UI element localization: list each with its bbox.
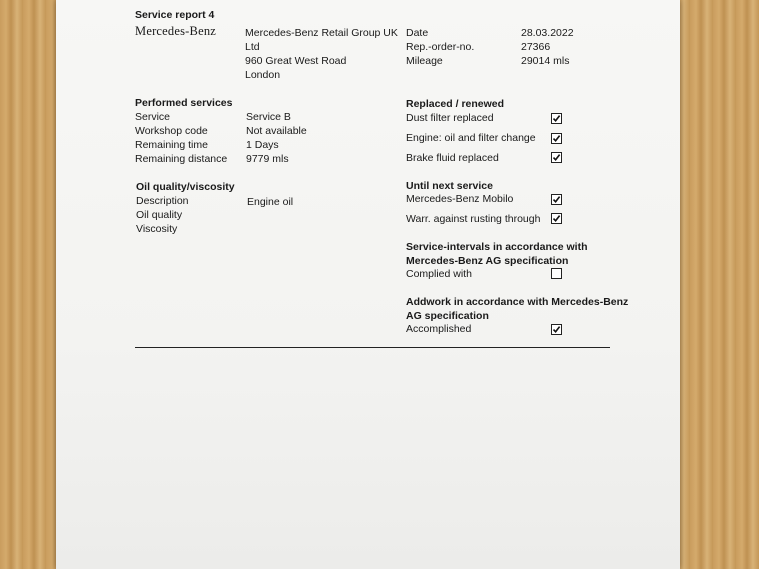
check-icon (552, 214, 561, 223)
oil-label: Viscosity (136, 223, 178, 235)
check-icon (552, 153, 561, 162)
checkbox-checked[interactable] (551, 152, 562, 163)
until-next-item-label: Warr. against rusting through (406, 213, 541, 225)
performed-label: Workshop code (135, 125, 208, 137)
checkbox-checked[interactable] (551, 113, 562, 124)
meta-value-mileage: 29014 mls (521, 55, 570, 67)
meta-value-date: 28.03.2022 (521, 27, 574, 39)
performed-value: Service B (246, 111, 291, 123)
until-next-item-label: Mercedes-Benz Mobilo (406, 193, 514, 205)
brand-logo-text: Mercedes-Benz (135, 24, 217, 38)
oil-heading: Oil quality/viscosity (136, 181, 235, 193)
addwork-heading: AG specification (406, 310, 489, 322)
dealer-line: Mercedes-Benz Retail Group UK (245, 27, 398, 39)
performed-value: Not available (246, 125, 307, 137)
addwork-item-label: Accomplished (406, 323, 472, 335)
replaced-item-label: Brake fluid replaced (406, 152, 499, 164)
oil-label: Description (136, 195, 189, 207)
replaced-item-label: Dust filter replaced (406, 112, 494, 124)
intervals-heading: Mercedes-Benz AG specification (406, 255, 569, 267)
checkbox-unchecked[interactable] (551, 268, 562, 279)
performed-heading: Performed services (135, 97, 233, 109)
check-icon (552, 325, 561, 334)
checkbox-checked[interactable] (551, 194, 562, 205)
performed-value: 9779 mls (246, 153, 289, 165)
check-icon (552, 195, 561, 204)
meta-label-order: Rep.-order-no. (406, 41, 475, 53)
meta-value-order: 27366 (521, 41, 551, 53)
addwork-heading: Addwork in accordance with Mercedes-Benz (406, 296, 629, 308)
dealer-line: London (245, 69, 281, 81)
performed-value: 1 Days (246, 139, 279, 151)
meta-label-mileage: Mileage (406, 55, 443, 67)
dealer-line: 960 Great West Road (245, 55, 347, 67)
intervals-heading: Service-intervals in accordance with (406, 241, 588, 253)
report-title: Service report 4 (135, 9, 215, 21)
until-next-heading: Until next service (406, 180, 493, 192)
dealer-line: Ltd (245, 41, 260, 53)
check-icon (552, 134, 561, 143)
checkbox-checked[interactable] (551, 133, 562, 144)
checkbox-checked[interactable] (551, 324, 562, 335)
service-report-page (56, 0, 680, 569)
performed-label: Service (135, 111, 171, 123)
checkbox-checked[interactable] (551, 213, 562, 224)
oil-value: Engine oil (247, 196, 294, 208)
performed-label: Remaining time (135, 139, 208, 151)
oil-label: Oil quality (136, 209, 183, 221)
performed-label: Remaining distance (135, 153, 228, 165)
replaced-heading: Replaced / renewed (406, 98, 505, 110)
divider-line (135, 347, 610, 348)
intervals-item-label: Complied with (406, 268, 472, 280)
check-icon (552, 114, 561, 123)
meta-label-date: Date (406, 27, 429, 39)
replaced-item-label: Engine: oil and filter change (406, 132, 536, 144)
